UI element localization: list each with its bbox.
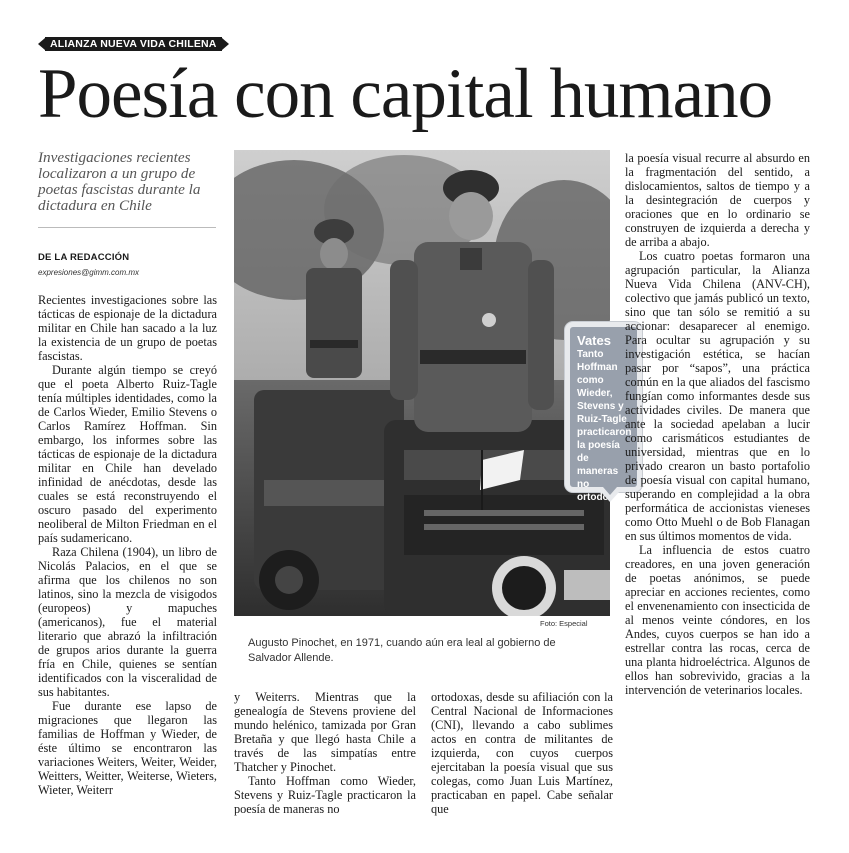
deck-divider <box>38 227 216 228</box>
callout-title: Vates <box>577 333 611 348</box>
deck-summary: Investigaciones recientes localizaron a un grupo de poetas fascistas durante la dictadura en Chile <box>38 149 201 214</box>
photo-credit: Foto: Especial <box>540 619 588 628</box>
paragraph: Fue durante ese lapso de migraciones que llegaron las familias de Hoffman y Wieder, de éste último se encontraron las variaciones Weiters, Weiter, Weider, Weitters, Weitter, Weiterse, Wieters, Wieter, Weiterr <box>38 699 217 797</box>
byline-email: expresiones@gimm.com.mx <box>38 268 140 277</box>
kicker-label: ALIANZA NUEVA VIDA CHILENA <box>45 37 222 51</box>
paragraph: Tanto Hoffman como Wieder, Stevens y Ruiz-Tagle practicaron la poesía de maneras no <box>234 774 416 816</box>
news-photo <box>234 150 610 616</box>
paragraph: Durante algún tiempo se creyó que el poeta Alberto Ruiz-Tagle tenía múltiples identidades, como la de Carlos Wieder, Emilio Stevens o Carlos Ramírez Hoffman. Sin embargo, los informes sobre las tácticas de espionaje de la dictadura militar en Chile han develado infinidad de anécdotas, desde las cuales se está reconstruyendo el oscuro pasado del experimento neoliberal de Milton Friedman en el país sudamericano. <box>38 363 217 545</box>
paragraph: Raza Chilena (1904), un libro de Nicolás Palacios, en el que se afirma que los chilenos no son latinos, sino la mezcla de visigodos (europeos) y mapuches (americanos), fue el material literario que abrazó la infiltración de grupos arios durante la guerra fría en Chile, quienes se sentían identificados con la visceralidad de sus habitantes. <box>38 545 217 699</box>
byline: DE LA REDACCIÓN <box>38 252 130 263</box>
paragraph: la poesía visual recurre al absurdo en la fragmentación del sentido, a dislocamientos, saltos de tiempo y a la desintegración de cuerpos y oraciones que en lo ordinario se construyen de izquierda a derecha y de arriba a abajo. <box>625 151 810 249</box>
photo-illustration <box>234 150 610 616</box>
article-column-3 <box>431 690 613 816</box>
paragraph: Recientes investigaciones sobre las tácticas de espionaje de la dictadura militar en Chile han sacado a la luz la existencia de un grupo de poetas fascistas. <box>38 293 217 363</box>
photo-caption: Augusto Pinochet, en 1971, cuando aún era leal al gobierno de Salvador Allende. <box>248 637 556 664</box>
kicker-right-arrow-icon <box>222 38 229 50</box>
article-column-2 <box>234 690 416 816</box>
headline: Poesía con capital humano <box>38 55 773 133</box>
article-column-1 <box>38 293 217 797</box>
paragraph: Los cuatro poetas formaron una agrupación particular, la Alianza Nueva Vida Chilena (ANV-CH), colectivo que jamás publicó un texto, sino que tan sólo se remitió a su accionar: desaparecer al enemigo. Para ocultar su agrupación y su investigación estética, se hacían pasar por “sapos”, una práctica común en la que aliados del fascismo fungían como informantes desde sus actividades civiles. De manera que ante la sociedad apelaban a lucir como carismáticos estudiantes de universidad, mientras que en lo privado crearon un basto portafolio de poesía visual con capital humano, superando en complejidad a la obra performática de accionistas vieneses como Otto Muehl o de Bob Flanagan en sus últimos momentos de vida. <box>625 249 810 543</box>
paragraph: ortodoxas, desde su afiliación con la Central Nacional de Informaciones (CNI), llevando a cabo sublimes actos en contra de militantes de izquierda, con cuyos cuerpos ejercitaban la poesía visual que sus colegas, como Juan Luis Martínez, practicaban en papel. Cabe señalar que <box>431 690 613 816</box>
callout-tail-inner <box>603 487 617 495</box>
section-kicker <box>38 37 229 51</box>
article-column-4 <box>625 151 810 697</box>
paragraph: y Weiterrs. Mientras que la genealogía de Stevens proviene del mundo helénico, tamizada por Gran Bretaña y que llegó hasta Chile a través de las simpatías entre Thatcher y Pinochet. <box>234 690 416 774</box>
paragraph: La influencia de estos cuatro creadores, en una joven generación de poetas anónimos, se puede apreciar en acciones recientes, como el envenenamiento con insecticida de al menos veinte cóndores, en los Andes, cuyos cuerpos se han ido a estrellar contra las rocas, cerca de una planta hidroeléctrica. Algunos de ellos han sobrevivido, gracias a la intervención de veterinarios locales. <box>625 543 810 697</box>
kicker-left-arrow-icon <box>38 38 45 50</box>
callout-text: Tanto Hoffman como Wieder, Stevens y Ruiz-Tagle practicaron la poesía de maneras no ortodoxas. <box>577 349 632 503</box>
